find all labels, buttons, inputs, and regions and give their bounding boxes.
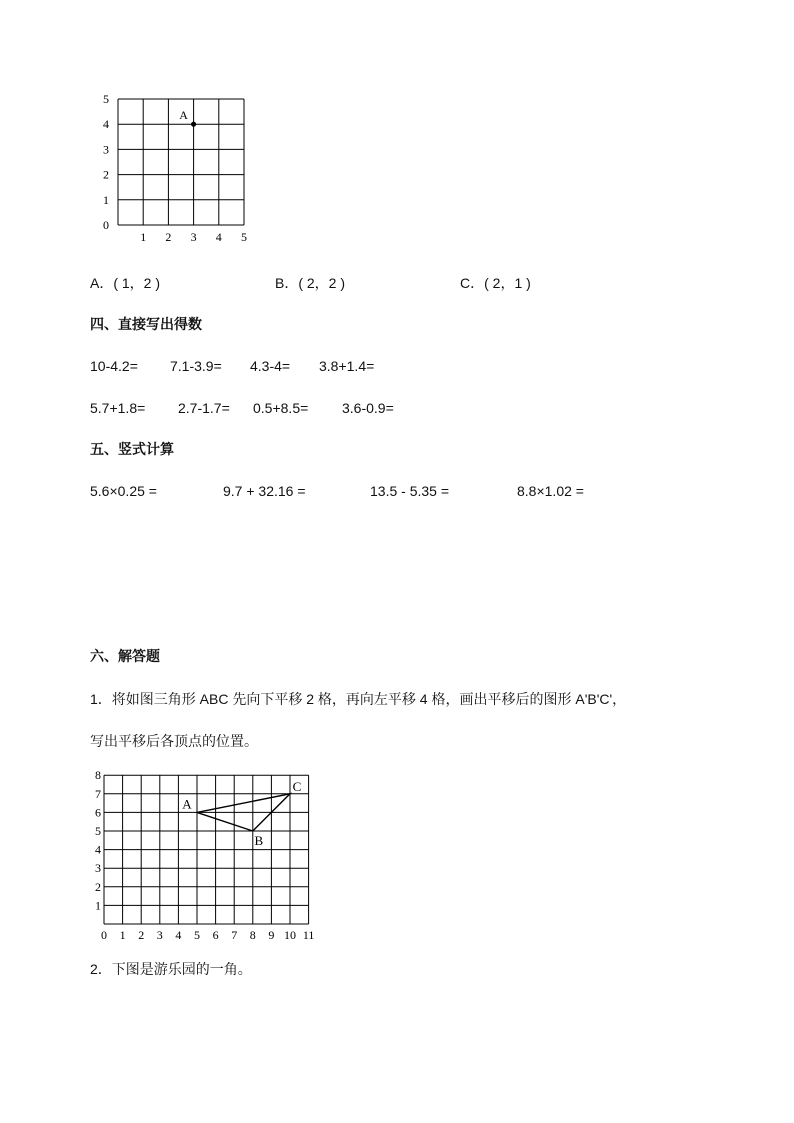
x-tick-label: 9 bbox=[268, 928, 275, 942]
section-4-title: 四、直接写出得数 bbox=[90, 316, 202, 332]
option-a: A．( 1，2 ) bbox=[90, 275, 161, 291]
x-tick-label: 1 bbox=[119, 928, 126, 942]
mental-math-item: 3.6-0.9= bbox=[342, 400, 394, 416]
x-tick-label: 5 bbox=[194, 928, 200, 942]
y-tick-label: 1 bbox=[103, 192, 109, 207]
x-tick-label: 4 bbox=[215, 230, 222, 244]
y-tick-label: 5 bbox=[95, 824, 101, 838]
y-tick-label: 4 bbox=[103, 117, 109, 132]
x-tick-label: 11 bbox=[302, 928, 315, 942]
y-tick-label: 3 bbox=[95, 861, 101, 876]
mental-math-item: 7.1-3.9= bbox=[170, 358, 222, 374]
option-b: B．( 2，2 ) bbox=[275, 275, 346, 291]
mental-math-item: 4.3-4= bbox=[250, 358, 291, 374]
y-tick-label: 1 bbox=[95, 898, 101, 913]
section-5-title: 五、竖式计算 bbox=[90, 441, 174, 457]
vertex-label: C bbox=[292, 778, 302, 794]
question-2-text: 2．下图是游乐园的一角。 bbox=[90, 961, 252, 977]
x-tick-label: 2 bbox=[165, 230, 172, 244]
coordinate-grid-1 bbox=[90, 90, 260, 250]
point-a-dot bbox=[191, 122, 196, 127]
y-tick-label: 4 bbox=[95, 842, 101, 857]
x-tick-label: 8 bbox=[249, 928, 256, 942]
option-c: C．( 2，1 ) bbox=[460, 275, 531, 291]
vertical-calc-item: 9.7 + 32.16 = bbox=[223, 483, 306, 499]
y-tick-label: 0 bbox=[103, 218, 109, 232]
x-tick-label: 4 bbox=[175, 928, 182, 942]
mental-math-item: 10-4.2= bbox=[90, 358, 138, 374]
x-tick-label: 2 bbox=[138, 928, 145, 942]
section-6-title: 六、解答题 bbox=[90, 648, 160, 664]
x-tick-label: 6 bbox=[212, 928, 219, 942]
question-1-line-2: 写出平移后各顶点的位置。 bbox=[90, 733, 258, 749]
x-tick-label: 0 bbox=[101, 928, 107, 942]
x-tick-label: 7 bbox=[231, 928, 238, 942]
vertical-calc-item: 8.8×1.02 = bbox=[517, 483, 584, 499]
y-tick-label: 7 bbox=[95, 786, 101, 801]
coordinate-grid-2 bbox=[88, 767, 328, 947]
vertex-label: B bbox=[254, 833, 264, 848]
vertex-label: A bbox=[182, 796, 192, 812]
y-tick-label: 5 bbox=[103, 92, 109, 106]
y-tick-label: 2 bbox=[95, 879, 101, 894]
x-tick-label: 10 bbox=[284, 928, 296, 942]
y-tick-label: 6 bbox=[95, 805, 101, 820]
y-tick-label: 8 bbox=[95, 768, 101, 783]
mental-math-item: 0.5+8.5= bbox=[253, 400, 309, 416]
x-tick-label: 1 bbox=[140, 230, 147, 244]
question-1-line-1: 1．将如图三角形 ABC 先向下平移 2 格，再向左平移 4 格，画出平移后的图形 A'B'C'， bbox=[90, 691, 627, 707]
mental-math-item: 5.7+1.8= bbox=[90, 400, 146, 416]
x-tick-label: 3 bbox=[190, 230, 197, 244]
y-tick-label: 2 bbox=[103, 167, 109, 182]
mental-math-item: 3.8+1.4= bbox=[319, 358, 375, 374]
y-tick-label: 3 bbox=[103, 142, 109, 157]
mental-math-item: 2.7-1.7= bbox=[178, 400, 230, 416]
x-tick-label: 3 bbox=[156, 928, 163, 942]
x-tick-label: 5 bbox=[241, 230, 247, 244]
vertical-calc-item: 5.6×0.25 = bbox=[90, 483, 157, 499]
point-label: A bbox=[179, 108, 188, 123]
vertical-calc-item: 13.5 - 5.35 = bbox=[370, 483, 450, 499]
